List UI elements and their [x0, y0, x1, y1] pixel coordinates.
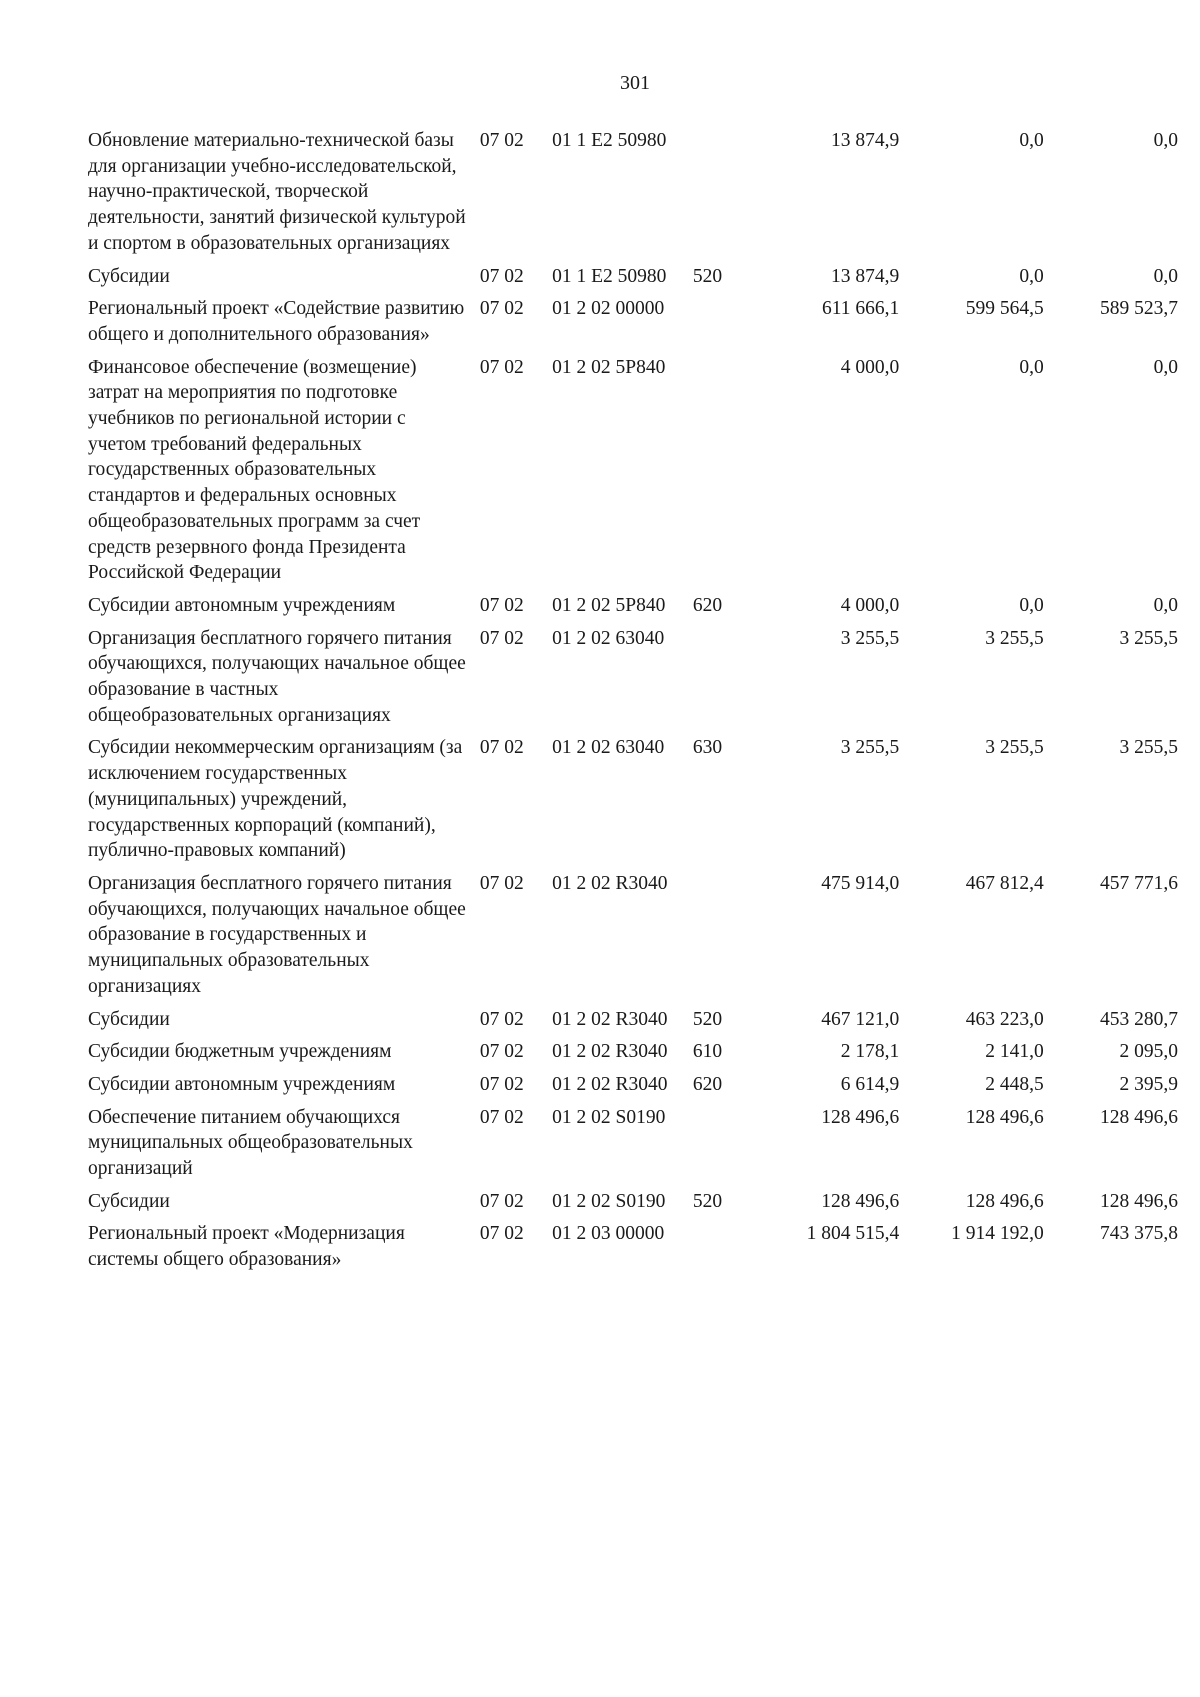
- row-name: Региональный проект «Модернизация системы общего образования»: [88, 1223, 405, 1271]
- row-amount-year-1: 1 804 515,4: [806, 1223, 900, 1245]
- row-name: Субсидии бюджетным учреждениям: [88, 1041, 392, 1063]
- row-name: Субсидии: [88, 1190, 170, 1212]
- row-amount-year-1: 3 255,5: [840, 627, 900, 649]
- table-row: [88, 871, 1178, 1007]
- row-section-code: 07 02: [479, 1008, 524, 1030]
- row-amount-year-1: 3 255,5: [840, 737, 900, 759]
- row-expense-type: [693, 1221, 743, 1279]
- row-amount-year-2: 0,0: [1019, 356, 1044, 378]
- row-expense-type: [693, 626, 743, 736]
- row-amount-year-3: 2 395,9: [1119, 1073, 1178, 1095]
- row-amount-year-3: 589 523,7: [1100, 298, 1178, 320]
- row-target-article: 01 2 02 63040: [552, 627, 665, 649]
- row-amount-year-3: 457 771,6: [1100, 872, 1178, 894]
- row-target-article: 01 2 02 R3040: [552, 872, 668, 894]
- row-amount-year-2: 1 914 192,0: [951, 1223, 1044, 1245]
- budget-table: [88, 128, 1178, 1280]
- row-target-article: 01 2 02 R3040: [552, 1073, 668, 1095]
- row-expense-type: [693, 128, 743, 264]
- row-amount-year-3: 3 255,5: [1119, 737, 1178, 759]
- row-amount-year-2: 128 496,6: [965, 1190, 1044, 1212]
- table-row: [88, 1221, 1178, 1279]
- row-section-code: 07 02: [479, 594, 524, 616]
- row-amount-year-1: 475 914,0: [821, 872, 900, 894]
- row-expense-type: 520: [692, 265, 723, 287]
- row-amount-year-1: 611 666,1: [821, 298, 900, 320]
- row-name: Субсидии некоммерческим организациям (за исключением государственных (муниципальных) учреждений, государственных корпораций (компаний), публично-правовых компаний): [88, 737, 463, 862]
- table-row: [88, 593, 1178, 626]
- row-amount-year-3: 128 496,6: [1100, 1190, 1178, 1212]
- row-target-article: 01 2 02 5P840: [552, 594, 666, 616]
- table-row: [88, 626, 1178, 736]
- row-target-article: 01 2 02 00000: [552, 298, 665, 320]
- row-target-article: 01 2 02 S0190: [552, 1190, 666, 1212]
- row-amount-year-3: 0,0: [1153, 356, 1178, 378]
- row-target-article: 01 2 02 R3040: [552, 1008, 668, 1030]
- row-section-code: 07 02: [479, 130, 524, 151]
- row-target-article: 01 1 E2 50980: [552, 265, 667, 287]
- row-expense-type: [693, 296, 743, 354]
- table-row: [88, 1189, 1178, 1222]
- row-section-code: 07 02: [479, 1190, 524, 1212]
- row-amount-year-1: 128 496,6: [821, 1106, 900, 1128]
- row-amount-year-3: 453 280,7: [1100, 1008, 1178, 1030]
- row-target-article: 01 2 02 63040: [552, 737, 665, 759]
- row-expense-type: 520: [692, 1008, 723, 1030]
- row-expense-type: 610: [692, 1041, 723, 1063]
- table-row: [88, 355, 1178, 593]
- row-section-code: 07 02: [479, 356, 524, 378]
- row-amount-year-3: 0,0: [1153, 130, 1178, 151]
- row-amount-year-2: 463 223,0: [965, 1008, 1044, 1030]
- row-amount-year-2: 3 255,5: [985, 737, 1044, 759]
- row-expense-type: 630: [692, 737, 723, 759]
- row-section-code: 07 02: [479, 1041, 524, 1063]
- row-target-article: 01 2 03 00000: [552, 1223, 665, 1245]
- row-amount-year-2: 2 448,5: [985, 1073, 1044, 1095]
- table-row: [88, 1039, 1178, 1072]
- row-expense-type: [693, 871, 743, 1007]
- row-name: Организация бесплатного горячего питания обучающихся, получающих начальное общее образование в государственных и муниципальных образовательных организациях: [88, 872, 466, 997]
- row-name: Субсидии: [88, 1008, 170, 1030]
- row-expense-type: 620: [692, 1073, 723, 1095]
- table-row: [88, 735, 1178, 871]
- row-name: Финансовое обеспечение (возмещение) затрат на мероприятия по подготовке учебников по региональной истории с учетом требований федеральных государственных образовательных стандартов и федеральных основных общеобразовательных программ за счет средств резервного фонда Президента Российской Федерации: [88, 356, 421, 584]
- row-amount-year-1: 128 496,6: [821, 1190, 900, 1212]
- row-section-code: 07 02: [479, 1223, 524, 1245]
- row-name: Обеспечение питанием обучающихся муниципальных общеобразовательных организаций: [88, 1106, 413, 1180]
- row-name: Субсидии автономным учреждениям: [88, 1073, 396, 1095]
- row-target-article: 01 1 E2 50980: [552, 130, 667, 151]
- row-name: Организация бесплатного горячего питания обучающихся, получающих начальное общее образование в частных общеобразовательных организациях: [88, 627, 466, 726]
- page-number: 301: [620, 72, 650, 94]
- row-amount-year-1: 467 121,0: [821, 1008, 900, 1030]
- table-row: [88, 1072, 1178, 1105]
- row-amount-year-3: 743 375,8: [1100, 1223, 1178, 1245]
- row-amount-year-2: 0,0: [1019, 130, 1044, 151]
- row-amount-year-2: 3 255,5: [985, 627, 1044, 649]
- table-row: [88, 1007, 1178, 1040]
- row-section-code: 07 02: [479, 872, 524, 894]
- row-amount-year-3: 128 496,6: [1100, 1106, 1178, 1128]
- row-section-code: 07 02: [479, 627, 524, 649]
- row-amount-year-3: 0,0: [1153, 265, 1178, 287]
- row-amount-year-3: 2 095,0: [1119, 1041, 1178, 1063]
- row-target-article: 01 2 02 R3040: [552, 1041, 668, 1063]
- row-target-article: 01 2 02 S0190: [552, 1106, 666, 1128]
- row-amount-year-1: 4 000,0: [840, 594, 900, 616]
- row-expense-type: [693, 355, 743, 593]
- row-amount-year-2: 128 496,6: [965, 1106, 1044, 1128]
- row-amount-year-1: 13 874,9: [831, 130, 900, 151]
- row-name: Региональный проект «Содействие развитию общего и дополнительного образования»: [88, 298, 465, 345]
- row-amount-year-2: 467 812,4: [965, 872, 1044, 894]
- row-amount-year-1: 2 178,1: [840, 1041, 900, 1063]
- table-row: [88, 264, 1178, 297]
- row-section-code: 07 02: [479, 1106, 524, 1128]
- row-amount-year-1: 4 000,0: [840, 356, 900, 378]
- row-expense-type: 620: [692, 594, 723, 616]
- row-name: Обновление материально-технической базы для организации учебно-исследовательской, научно-практической, творческой деятельности, занятий физической культурой и спортом в образовательных организациях: [88, 130, 466, 254]
- table-row: [88, 128, 1178, 264]
- row-amount-year-1: 13 874,9: [831, 265, 900, 287]
- table-row: [88, 1105, 1178, 1189]
- row-amount-year-2: 0,0: [1019, 265, 1044, 287]
- row-section-code: 07 02: [479, 1073, 524, 1095]
- row-section-code: 07 02: [479, 265, 524, 287]
- row-amount-year-3: 0,0: [1153, 594, 1178, 616]
- table-row: [88, 296, 1178, 354]
- row-expense-type: 520: [692, 1190, 723, 1212]
- row-amount-year-2: 0,0: [1019, 594, 1044, 616]
- row-section-code: 07 02: [479, 737, 524, 759]
- row-amount-year-2: 599 564,5: [965, 298, 1044, 320]
- row-amount-year-3: 3 255,5: [1119, 627, 1178, 649]
- row-amount-year-1: 6 614,9: [840, 1073, 900, 1095]
- row-section-code: 07 02: [479, 298, 524, 320]
- row-target-article: 01 2 02 5P840: [552, 356, 666, 378]
- row-expense-type: [693, 1105, 743, 1189]
- row-name: Субсидии: [88, 265, 170, 287]
- row-amount-year-2: 2 141,0: [985, 1041, 1044, 1063]
- row-name: Субсидии автономным учреждениям: [88, 594, 396, 616]
